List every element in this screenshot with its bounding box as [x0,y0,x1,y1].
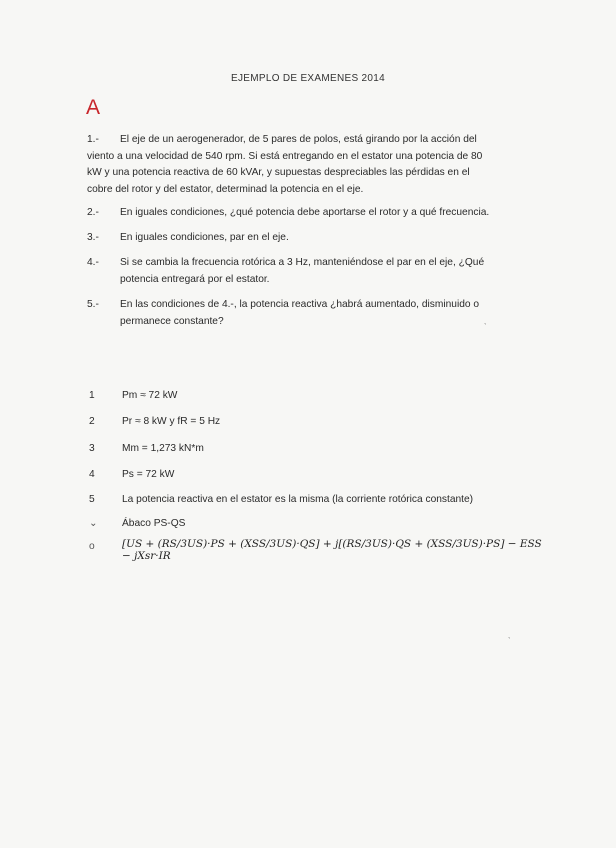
answer-text: Mm = 1,273 kN*m [122,443,204,454]
question-text: El eje de un aerogenerador, de 5 pares de polos, está girando por la acción del viento a una velocidad de 540 rpm. Si está entregando en el estator una potencia de 80 kW y una potencia reactiva de 60 kVAr, y supuestas despreciables las pérdidas en el cobre del rotor y del estator, determinad la potencia en el eje. [87,134,483,195]
answer-number: 4 [89,469,95,480]
page-title: EJEMPLO DE EXAMENES 2014 [231,73,385,84]
answer-text: Pm ≈ 72 kW [122,390,178,401]
question-text: En iguales condiciones, par en el eje. [120,232,289,243]
answer-text: Pr ≈ 8 kW y fR = 5 Hz [122,416,221,427]
question-1 [87,132,497,198]
answer-text: Ps = 72 kW [122,469,175,480]
question-text: Si se cambia la frecuencia rotórica a 3 Hz, manteniéndose el par en el eje, ¿Qué potencia entregará por el estator. [120,257,485,285]
question-number: 2.- [87,207,99,218]
question-number: 1.- [87,134,99,145]
question-text: En las condiciones de 4.-, la potencia reactiva ¿habrá aumentado, disminuido o permanece constante? [120,299,480,327]
question-2 [87,205,497,222]
answer-text: La potencia reactiva en el estator es la misma (la corriente rotórica constante) [122,494,474,505]
scan-mark: ˎ [508,630,511,639]
section-letter: A [86,96,101,119]
abaco-label: Ábaco PS-QS [122,518,186,529]
formula: [US + (RS/3US)·PS + (XSS/3US)·QS] + j[(RS/3US)·QS + (XSS/3US)·PS] − ESS − jXsr·IR [122,538,542,562]
answer-number: 2 [89,416,95,427]
question-text: En iguales condiciones, ¿qué potencia debe aportarse el rotor y a qué frecuencia. [120,207,490,218]
question-5 [87,297,497,330]
answer-number: 5 [89,494,95,505]
bullet-icon: o [89,541,95,552]
question-number: 5.- [87,299,99,310]
question-number: 4.- [87,257,99,268]
question-3 [87,230,497,247]
question-4 [87,255,497,288]
check-icon: ⌄ [89,518,98,529]
answer-number: 3 [89,443,95,454]
question-number: 3.- [87,232,99,243]
scan-mark: ˎ [484,316,487,325]
answer-number: 1 [89,390,95,401]
